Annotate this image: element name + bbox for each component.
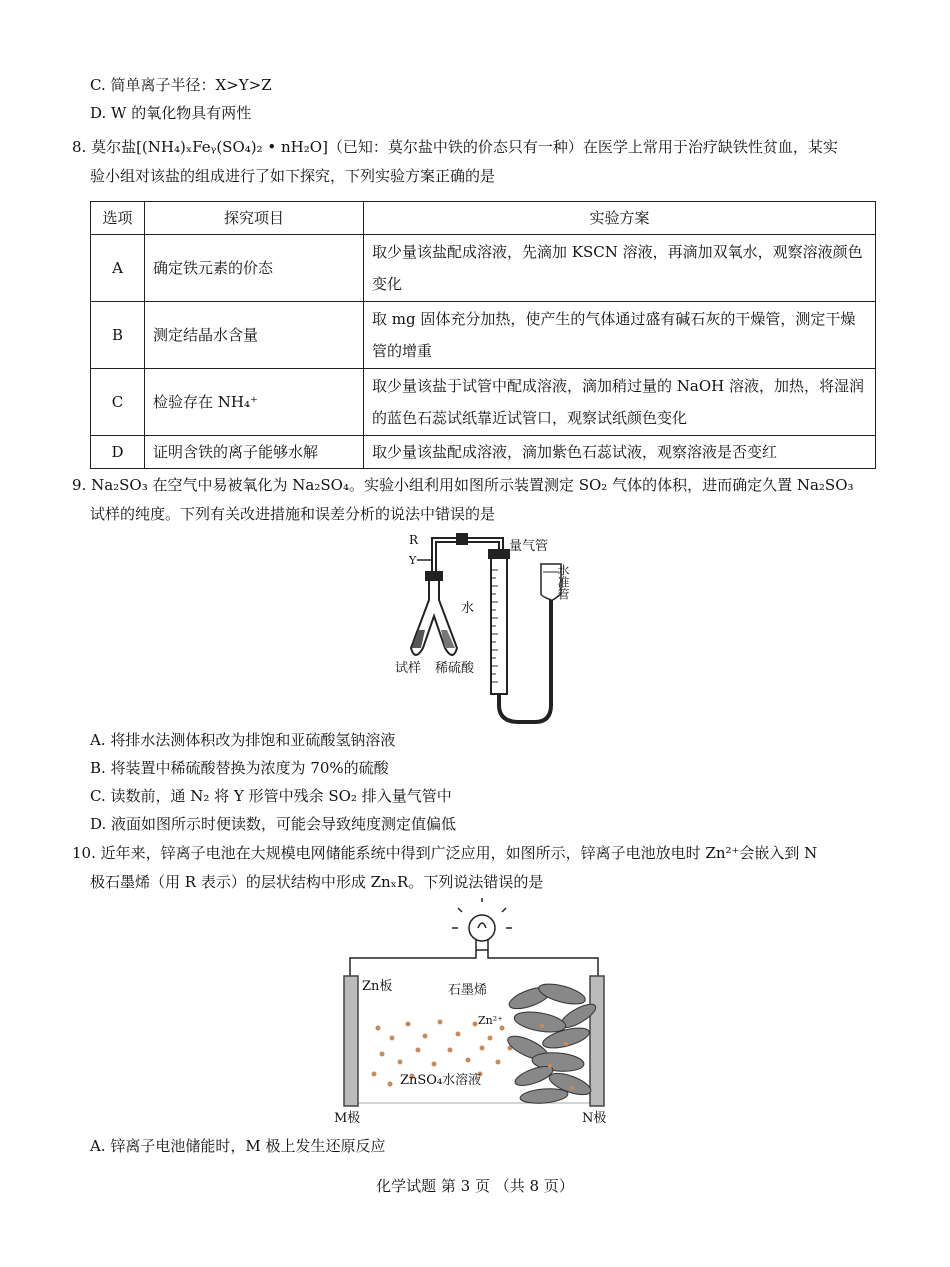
label-m-electrode: M极 xyxy=(334,1111,361,1126)
table-cell-item: 检验存在 NH₄⁺ xyxy=(145,369,364,436)
q10-stem-line2: 极石墨烯（用 R 表示）的层状结构中形成 ZnₓR。下列说法错误的是 xyxy=(90,873,544,891)
q10-option-a: A. 锌离子电池储能时，M 极上发生还原反应 xyxy=(90,1137,386,1155)
table-cell-plan: 取 mg 固体充分加热，使产生的气体通过盛有碱石灰的干燥管，测定干燥管的增重 xyxy=(364,302,876,369)
light-bulb-icon xyxy=(452,898,512,950)
table-cell-plan: 取少量该盐于试管中配成溶液，滴加稍过量的 NaOH 溶液，加热，将湿润的蓝色石蕊试纸靠近试管口，观察试纸颜色变化 xyxy=(364,369,876,436)
label-zn-plate: Zn板 xyxy=(362,979,393,994)
q9-option-d: D. 液面如图所示时便读数，可能会导致纯度测定值偏低 xyxy=(90,815,457,833)
label-graphene: 石墨烯 xyxy=(448,983,488,998)
table-cell-option: B xyxy=(91,302,145,369)
table-row xyxy=(91,436,876,469)
table-cell-item: 确定铁元素的价态 xyxy=(145,235,364,302)
table-row xyxy=(91,369,876,436)
q9-option-a: A. 将排水法测体积改为排饱和亚硫酸氢钠溶液 xyxy=(90,731,396,749)
label-dilute-acid: 稀硫酸 xyxy=(435,661,475,676)
table-header-row xyxy=(91,202,876,235)
table-header: 实验方案 xyxy=(364,202,876,235)
q9-stem-line2: 试样的纯度。下列有关改进措施和误差分析的说法中错误的是 xyxy=(90,505,496,523)
label-zn-ion: Zn²⁺ xyxy=(478,1014,503,1027)
zinc-ion-battery-figure xyxy=(330,898,620,1130)
q8-stem-line1: 8. 莫尔盐[(NH₄)ₓFeᵧ(SO₄)₂ • nH₂O]（已知：莫尔盐中铁的价态只有一种）在医学上常用于治疗缺铁性贫血，某实 xyxy=(72,138,838,156)
q9-stem-line1: 9. Na₂SO₃ 在空气中易被氧化为 Na₂SO₄。实验小组利用如图所示装置测定 SO₂ 气体的体积，进而确定久置 Na₂SO₃ xyxy=(72,476,854,494)
label-measuring-tube: 量气管 xyxy=(509,539,549,554)
q7-option-c: C. 简单离子半径：X>Y>Z xyxy=(90,76,272,94)
table-cell-plan: 取少量该盐配成溶液，滴加紫色石蕊试液，观察溶液是否变红 xyxy=(364,436,876,469)
table-cell-item: 证明含铁的离子能够水解 xyxy=(145,436,364,469)
page-footer: 化学试题 第 3 页 （共 8 页） xyxy=(376,1177,574,1195)
q9-option-c: C. 读数前，通 N₂ 将 Y 形管中残余 SO₂ 排入量气管中 xyxy=(90,787,452,805)
label-sample: 试样 xyxy=(395,661,422,676)
label-y: Y xyxy=(409,554,417,567)
gas-measurement-apparatus-figure xyxy=(395,530,575,725)
q10-stem-line1: 10. 近年来，锌离子电池在大规模电网储能系统中得到广泛应用，如图所示，锌离子电池放电时 Zn²⁺会嵌入到 N xyxy=(72,844,818,862)
table-cell-item: 测定结晶水含量 xyxy=(145,302,364,369)
q8-experiment-table xyxy=(90,201,876,469)
q9-option-b: B. 将装置中稀硫酸替换为浓度为 70%的硫酸 xyxy=(90,759,389,777)
label-water: 水 xyxy=(461,601,475,616)
label-znso4-solution: ZnSO₄水溶液 xyxy=(400,1073,482,1088)
label-n-electrode: N极 xyxy=(582,1111,607,1126)
q7-option-d: D. W 的氧化物具有两性 xyxy=(90,104,252,122)
table-row xyxy=(91,302,876,369)
table-row xyxy=(91,235,876,302)
table-header: 选项 xyxy=(91,202,145,235)
table-cell-option: C xyxy=(91,369,145,436)
table-cell-option: D xyxy=(91,436,145,469)
label-level-tube: 水准管 xyxy=(556,564,570,600)
table-cell-plan: 取少量该盐配成溶液，先滴加 KSCN 溶液，再滴加双氧水，观察溶液颜色变化 xyxy=(364,235,876,302)
q8-stem-line2: 验小组对该盐的组成进行了如下探究，下列实验方案正确的是 xyxy=(90,167,496,185)
table-cell-option: A xyxy=(91,235,145,302)
table-header: 探究项目 xyxy=(145,202,364,235)
label-r: R xyxy=(409,533,419,547)
